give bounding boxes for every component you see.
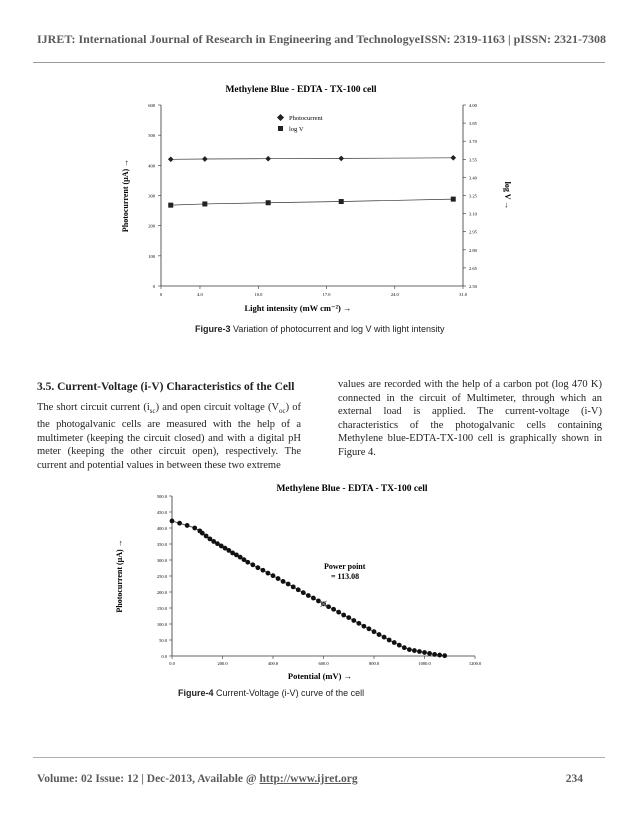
photocurrent-point (338, 156, 344, 162)
y-tick-label: 300.0 (156, 558, 167, 563)
iv-point (351, 618, 356, 623)
iv-point (367, 626, 372, 631)
y-tick-label: 200.0 (156, 590, 167, 595)
x-tick-label: 1000.0 (418, 661, 431, 666)
y2-tick-label: 3.55 (469, 157, 477, 163)
iv-point (271, 573, 276, 578)
photocurrent-point (265, 156, 271, 162)
iv-point (356, 621, 361, 626)
series-line-logv (171, 199, 454, 205)
iv-point (382, 635, 387, 640)
legend-marker-photocurrent (277, 114, 284, 121)
page-header (37, 32, 606, 47)
iv-point (185, 523, 190, 528)
y2-tick-label: 4.00 (469, 103, 477, 108)
figure-4-label: Figure-4 (178, 688, 214, 698)
x-tick-label: 31.0 (459, 292, 467, 297)
section-heading: 3.5. Current-Voltage (i-V) Characteristics of the Cell (37, 381, 295, 393)
iv-point (177, 521, 182, 526)
x-tick-label: 4.0 (197, 292, 203, 297)
x-tick-label: 200.0 (217, 661, 228, 666)
iv-point (346, 615, 351, 620)
iv-point (306, 593, 311, 598)
iv-point (170, 519, 175, 524)
right-column (338, 378, 602, 460)
y2-axis-label: log V → (503, 181, 512, 210)
logv-point (168, 203, 173, 208)
x-tick-label: 400.0 (267, 661, 279, 666)
y-tick-label: 150.0 (156, 606, 167, 611)
y-tick-label: 500 (148, 133, 155, 139)
iv-point (362, 624, 367, 629)
iv-point (427, 651, 432, 656)
y-tick-label: 300 (148, 193, 155, 199)
iv-point (200, 531, 205, 536)
iv-point (417, 649, 422, 654)
iv-point (266, 571, 271, 576)
photocurrent-point (202, 156, 208, 162)
left-column (37, 381, 301, 473)
iv-point (204, 534, 209, 539)
chart-title: Methylene Blue - EDTA - TX-100 cell (225, 85, 377, 95)
iv-point (336, 610, 341, 615)
y-tick-label: 450.0 (156, 510, 167, 515)
iv-point (437, 653, 442, 658)
iv-point (422, 650, 427, 655)
y2-tick-label: 2.65 (469, 265, 477, 271)
x-tick-label: 800.0 (368, 661, 380, 666)
iv-point (245, 560, 250, 565)
iv-point (326, 604, 331, 609)
iv-point (392, 640, 397, 645)
y-tick-label: 200 (148, 223, 155, 229)
y2-tick-label: 3.25 (469, 193, 477, 199)
photocurrent-point (168, 156, 174, 162)
legend-label-photocurrent: Photocurrent (289, 115, 323, 122)
x-tick-label: 600.0 (318, 661, 329, 666)
legend-label-logv: log V (289, 126, 304, 133)
y2-tick-label: 2.80 (469, 247, 477, 253)
issn-text: eISSN: 2319-1163 | pISSN: 2321-7308 (414, 32, 606, 46)
y-axis-label: Photocurrent (μA) → (121, 158, 130, 233)
y-tick-label: 0.0 (161, 654, 167, 659)
footer-rule (33, 757, 605, 758)
figure-3-caption-text: Variation of photocurrent and log V with light intensity (233, 324, 445, 334)
iv-point (311, 596, 316, 601)
iv-point (341, 613, 346, 618)
iv-point (281, 579, 286, 584)
iv-point (192, 526, 197, 531)
figure-3-chart (108, 78, 538, 336)
y-tick-label: 0 (152, 284, 155, 289)
x-tick-label: 1200.0 (468, 661, 482, 666)
power-point-label: Power point (324, 562, 366, 571)
series-line-photocurrent (171, 158, 454, 160)
y-tick-label: 400.0 (156, 526, 167, 531)
footer-url-link[interactable]: http://www.ijret.org (259, 773, 358, 785)
page-number: 234 (565, 773, 583, 785)
y2-tick-label: 3.40 (469, 175, 477, 181)
iv-point (261, 568, 266, 573)
y-tick-label: 600 (148, 103, 155, 108)
y-axis-label: Photocurrent (μA) → (115, 539, 124, 613)
iv-point (255, 565, 260, 570)
y-tick-label: 500.0 (156, 494, 167, 499)
iv-point (372, 629, 377, 634)
iv-point (301, 590, 306, 595)
y2-tick-label: 3.70 (469, 139, 477, 145)
journal-title: IJRET: International Journal of Research in Engineering and Technology (37, 32, 415, 46)
iv-point (250, 562, 255, 567)
iv-point (397, 643, 402, 648)
logv-point (451, 197, 456, 202)
footer-volume: Volume: 02 Issue: 12 | Dec-2013, Available @ http://www.ijret.org (37, 773, 358, 785)
logv-point (339, 199, 344, 204)
y2-tick-label: 3.85 (469, 121, 477, 127)
logv-point (266, 200, 271, 205)
y-tick-label: 350.0 (156, 542, 167, 547)
y2-tick-label: 2.50 (469, 284, 477, 289)
iv-point (296, 587, 301, 592)
right-paragraph: values are recorded with the help of a carbon pot (log 470 K) connected in the circuit of Multimeter, through which an external load is applied. The current-voltage (i-V) characteristics of the photogalvanic cells containing Methylene blue-EDTA-TX-100 cell is graphically shown in Figure 4. (338, 379, 602, 458)
iv-point (442, 653, 447, 658)
logv-point (202, 201, 207, 206)
iv-point (286, 582, 291, 587)
x-tick-label: 24.0 (390, 292, 399, 297)
y-tick-label: 250.0 (156, 574, 167, 579)
x-tick-label: 10.0 (254, 292, 263, 297)
x-axis-label: Light intensity (mW cm⁻²) → (244, 303, 352, 313)
header-rule (33, 62, 605, 63)
y2-tick-label: 3.10 (469, 211, 477, 217)
chart-title: Methylene Blue - EDTA - TX-100 cell (276, 484, 428, 494)
x-tick-label: 0.0 (169, 661, 175, 666)
figure-4-chart (108, 478, 508, 700)
iv-point (377, 632, 382, 637)
iv-point (412, 648, 417, 653)
figure-4-caption (178, 688, 364, 698)
figure-3-caption (195, 324, 445, 334)
photocurrent-point (450, 155, 456, 161)
legend-marker-logv (278, 126, 283, 131)
iv-point (316, 599, 321, 604)
figure-3-label: Figure-3 (195, 324, 231, 334)
iv-point (402, 645, 407, 650)
y-tick-label: 50.0 (159, 638, 167, 643)
power-point-value: = 113.08 (331, 572, 360, 581)
iv-point (276, 576, 281, 581)
iv-point (331, 607, 336, 612)
y-tick-label: 400 (148, 163, 155, 169)
y2-tick-label: 2.95 (469, 229, 477, 235)
iv-point (432, 652, 437, 657)
y-tick-label: 100 (148, 253, 155, 259)
x-tick-label: 0 (159, 292, 163, 297)
iv-point (291, 584, 296, 589)
x-axis-label: Potential (mV) → (287, 671, 353, 681)
iv-point (387, 638, 392, 643)
left-paragraph: The short circuit current $(i_{sc})$ and open circuit voltage $(V_{oc})$ of the photogalvanic cells are measured with the help of a multimeter (keeping the circuit closed) and with a digital pH meter (keeping the other circuit open), respectively. The current and potential values in between these two extreme (37, 401, 301, 472)
figure-4-caption-text: Current-Voltage (i-V) curve of the cell (216, 688, 365, 698)
y-tick-label: 100.0 (156, 622, 167, 627)
page-footer (37, 773, 583, 785)
iv-point (407, 647, 412, 652)
x-tick-label: 17.0 (322, 292, 331, 297)
